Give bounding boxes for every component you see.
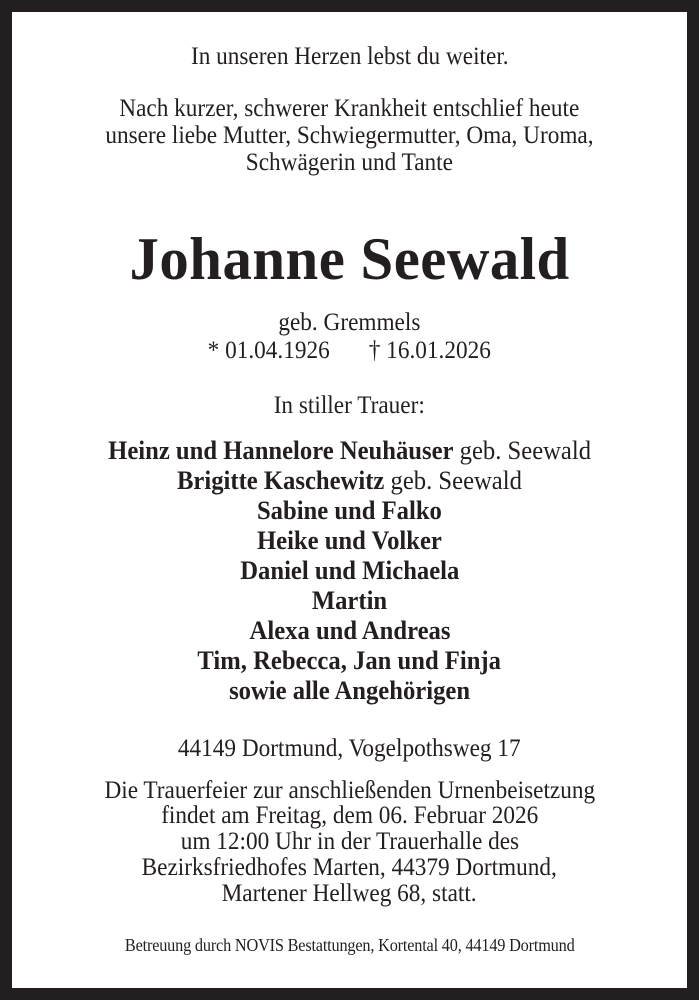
mourner-name: sowie alle Angehörigen <box>229 675 470 705</box>
announcement-line-3 <box>12 150 687 175</box>
mourner-name: Heike und Volker <box>257 525 442 555</box>
ceremony-text: Die Trauerfeier zur anschließenden Urnenbeisetzung <box>104 777 595 804</box>
mourner-line <box>12 677 687 704</box>
mourner-line <box>12 587 687 614</box>
mourner-name: Daniel und Michaela <box>239 555 460 585</box>
mourner-line <box>12 557 687 584</box>
ceremony-line <box>12 803 687 828</box>
motto <box>12 44 687 69</box>
funeral-home-footer <box>12 937 687 955</box>
ceremony-text: findet am Freitag, dem 06. Februar 2026 <box>160 802 539 829</box>
announcement-text: Nach kurzer, schwerer Krankheit entschlief heute <box>119 95 580 122</box>
mourner-name: Heinz und Hannelore Neuhäuser <box>108 435 454 465</box>
mourner-maiden-name: geb. Seewald <box>453 435 591 465</box>
death-date: † 16.01.2026 <box>369 337 492 364</box>
announcement-line-2 <box>12 123 687 148</box>
mourner-line <box>12 497 687 524</box>
mourner-name: Sabine und Falko <box>257 495 442 525</box>
family-address <box>12 736 687 761</box>
ceremony-line <box>12 855 687 880</box>
maiden-name <box>12 310 687 335</box>
ceremony-line <box>12 881 687 906</box>
life-dates <box>12 338 687 363</box>
mourner-name: Tim, Rebecca, Jan und Finja <box>197 645 502 675</box>
announcement-line-1 <box>12 96 687 121</box>
motto-text: In unseren Herzen lebst du weiter. <box>190 43 509 70</box>
ceremony-text: um 12:00 Uhr in der Trauerhalle des <box>180 828 519 855</box>
mourners-heading <box>12 393 687 418</box>
mourner-line <box>12 467 687 494</box>
funeral-home-text: Betreuung durch NOVIS Bestattungen, Kortental 40, 44149 Dortmund <box>124 935 575 955</box>
ceremony-text: Martener Hellweg 68, statt. <box>221 880 478 907</box>
deceased-name-text: Johanne Seewald <box>129 226 570 292</box>
ceremony-line <box>12 778 687 803</box>
announcement-text: Schwägerin und Tante <box>245 149 454 176</box>
mourner-name: Brigitte Kaschewitz <box>177 465 385 495</box>
mourner-line <box>12 527 687 554</box>
ceremony-text: Bezirksfriedhofes Marten, 44379 Dortmund, <box>141 854 558 881</box>
mourner-name: Alexa und Andreas <box>249 615 450 645</box>
birth-date: * 01.04.1926 <box>207 337 330 364</box>
family-address-text: 44149 Dortmund, Vogelpothsweg 17 <box>178 735 521 762</box>
mourner-line <box>12 617 687 644</box>
mourner-maiden-name: geb. Seewald <box>384 465 522 495</box>
maiden-name-text: geb. Gremmels <box>278 309 421 336</box>
mourner-line <box>12 647 687 674</box>
announcement-text: unsere liebe Mutter, Schwiegermutter, Oma, Uroma, <box>105 122 594 149</box>
mourner-name: Martin <box>311 585 388 615</box>
mourner-line <box>12 437 687 464</box>
ceremony-line <box>12 829 687 854</box>
mourners-heading-text: In stiller Trauer: <box>273 392 426 419</box>
obituary-card <box>12 12 687 988</box>
deceased-name <box>12 226 687 292</box>
life-dates-group <box>208 338 491 363</box>
